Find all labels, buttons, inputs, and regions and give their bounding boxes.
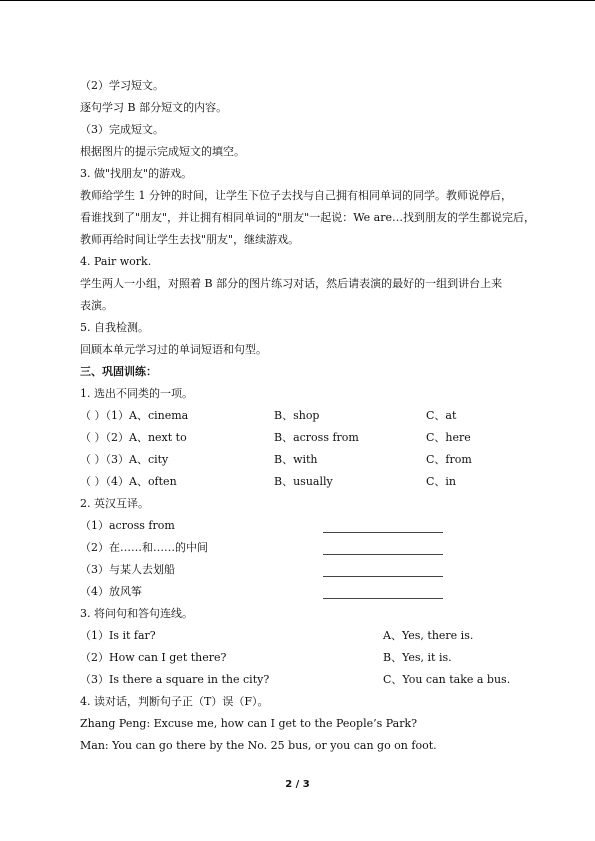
q2-item: [0, 585, 595, 599]
dialogue-line: Zhang Peng: Excuse me, how can I get to the People’s Park?: [80, 717, 418, 730]
q3-pair: [0, 673, 595, 687]
game-3-line-1: 教师给学生 1 分钟的时间，让学生下位子去找与自己拥有相同单词的同学。教师说停后，: [80, 189, 512, 202]
q1-title: 1. 选出不同类的一项。: [80, 387, 193, 400]
q3-question: （3）Is there a square in the city?: [80, 673, 270, 686]
step-3-body: 根据图片的提示完成短文的填空。: [80, 145, 245, 158]
pair-work-line-1: 学生两人一小组，对照着 B 部分的图片练习对话，然后请表演的最好的一组到讲台上来: [80, 277, 503, 290]
pair-work-line-2: 表演。: [80, 299, 113, 312]
self-check-title: 5. 自我检测。: [80, 321, 149, 334]
answer-blank: [323, 576, 443, 577]
q3-question: （2）How can I get there?: [80, 651, 227, 664]
q1-row-lead: （ ）（2）A、next to: [80, 431, 187, 444]
game-3-line-3: 教师再给时间让学生去找"朋友"，继续游戏。: [80, 233, 300, 246]
q2-item-text: （4）放风筝: [80, 585, 142, 598]
q3-answer: C、You can take a bus.: [383, 673, 511, 686]
q2-item: [0, 541, 595, 555]
game-3-line-2: 看谁找到了"朋友"，并让拥有相同单词的"朋友"一起说：We are…找到朋友的学生都说完后，: [80, 211, 535, 224]
q3-title: 3. 将问句和答句连线。: [80, 607, 193, 620]
q2-item-text: （3）与某人去划船: [80, 563, 175, 576]
q1-row: [0, 431, 595, 445]
top-rule: [0, 0, 595, 1]
q2-item-text: （1）across from: [80, 519, 175, 532]
q3-pair: [0, 629, 595, 643]
q1-row: [0, 475, 595, 489]
q1-option-b: B、usually: [274, 475, 333, 488]
self-check-line-1: 回顾本单元学习过的单词短语和句型。: [80, 343, 267, 356]
q1-option-c: C、from: [426, 453, 472, 466]
pair-work-title: 4. Pair work.: [80, 255, 152, 268]
q1-option-c: C、at: [426, 409, 457, 422]
step-2-title: （2）学习短文。: [80, 79, 164, 92]
q1-row-lead: （ ）（1）A、cinema: [80, 409, 189, 422]
q1-option-c: C、here: [426, 431, 471, 444]
answer-blank: [323, 554, 443, 555]
answer-blank: [323, 532, 443, 533]
q1-row: [0, 453, 595, 467]
q2-item: [0, 563, 595, 577]
q1-row-lead: （ ）（4）A、often: [80, 475, 177, 488]
q1-row: [0, 409, 595, 423]
q2-item-text: （2）在……和……的中间: [80, 541, 208, 554]
q1-option-c: C、in: [426, 475, 457, 488]
q1-option-b: B、shop: [274, 409, 320, 422]
game-3-title: 3. 做"找朋友"的游戏。: [80, 167, 193, 180]
q1-row-lead: （ ）（3）A、city: [80, 453, 169, 466]
q4-title: 4. 读对话，判断句子正（T）误（F）。: [80, 695, 269, 708]
q3-question: （1）Is it far?: [80, 629, 156, 642]
q3-answer: A、Yes, there is.: [383, 629, 474, 642]
q1-option-b: B、with: [274, 453, 318, 466]
q1-option-b: B、across from: [274, 431, 359, 444]
step-3-title: （3）完成短文。: [80, 123, 164, 136]
answer-blank: [323, 598, 443, 599]
section-3-title: 三、巩固训练：: [80, 365, 157, 378]
q2-title: 2. 英汉互译。: [80, 497, 149, 510]
q3-pair: [0, 651, 595, 665]
dialogue-line: Man: You can go there by the No. 25 bus, or you can go on foot.: [80, 739, 437, 752]
q3-answer: B、Yes, it is.: [383, 651, 452, 664]
step-2-body: 逐句学习 B 部分短文的内容。: [80, 101, 228, 114]
q2-item: [0, 519, 595, 533]
page-number: 2 / 3: [285, 779, 310, 790]
